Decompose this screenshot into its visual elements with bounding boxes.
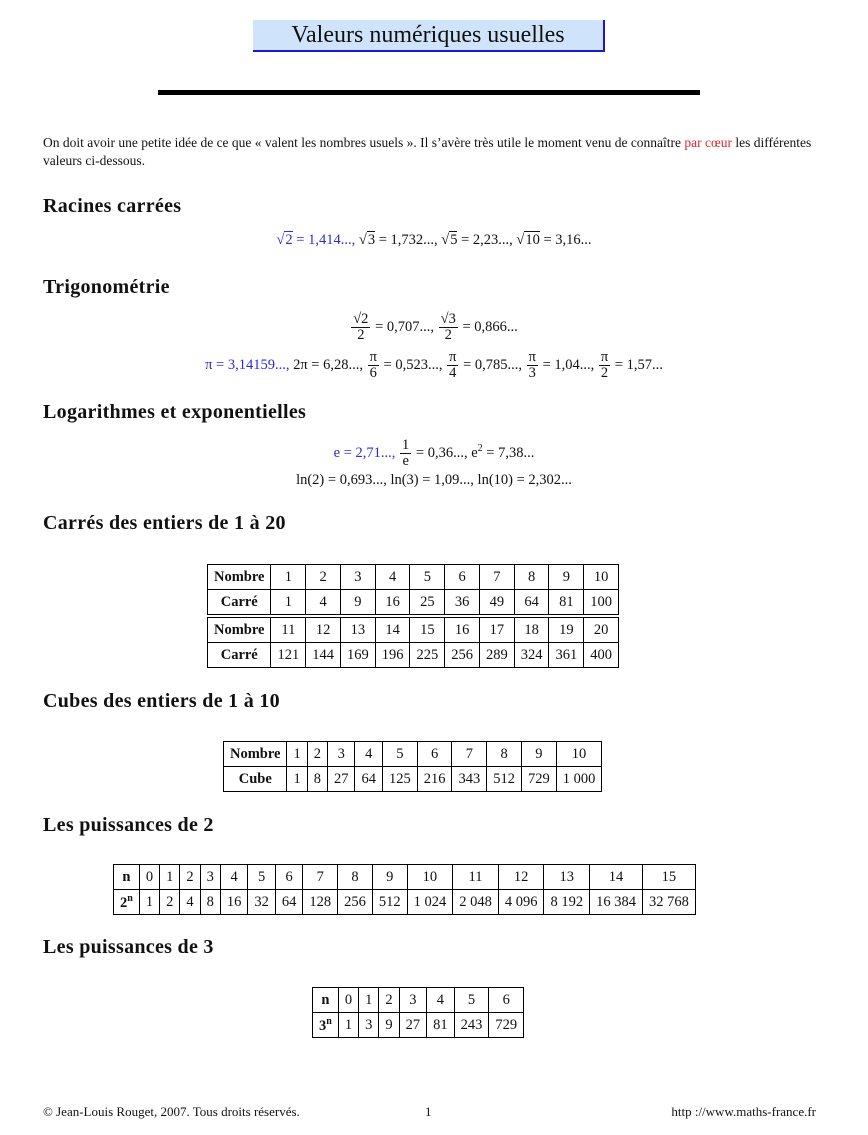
numerator: π: [449, 349, 457, 365]
fraction: [439, 312, 458, 343]
table-row-n: [313, 988, 524, 1013]
page-title: Valeurs numériques usuelles: [253, 20, 605, 52]
table-cell: 14: [590, 865, 643, 890]
table-cell: 5: [454, 988, 489, 1013]
intro-paragraph: [43, 134, 823, 170]
heading-racines: Racines carrées: [43, 195, 182, 217]
table-cell: 14: [375, 616, 410, 643]
table-cell: 81: [549, 590, 584, 617]
denominator: 2: [357, 327, 365, 343]
table-cell: 225: [410, 643, 445, 668]
table-cell: 64: [514, 590, 549, 617]
table-cell: 16 384: [590, 890, 643, 915]
numerator: π: [369, 349, 377, 365]
table-cell: 2: [307, 742, 327, 767]
table-cell: 8: [307, 767, 327, 792]
table-cell: 13: [544, 865, 590, 890]
footer-page-number: 1: [425, 1104, 432, 1119]
denominator: 4: [449, 365, 457, 381]
fraction: [447, 350, 458, 381]
table-cell: 2: [379, 988, 399, 1013]
math-ln-line: ln(2) = 0,693..., ln(3) = 1,09..., ln(10) = 2,302...: [296, 472, 572, 488]
table-cell: 5: [382, 742, 417, 767]
table-cell: 4 096: [498, 890, 544, 915]
table-cell: 256: [338, 890, 373, 915]
table-cell: 32: [248, 890, 276, 915]
denominator: 2: [444, 327, 452, 343]
heading-log: Logarithmes et exponentielles: [43, 401, 307, 423]
math-trigo-line1: [0, 312, 868, 343]
table-cell: 27: [327, 767, 355, 792]
value: = 0,707...,: [371, 318, 434, 335]
table-cell: 289: [479, 643, 514, 668]
table-cell: 3: [327, 742, 355, 767]
row-label: Cube: [224, 767, 287, 792]
table-cell: 8: [200, 890, 220, 915]
table-cell: 4: [427, 988, 455, 1013]
table-cell: 1: [287, 742, 307, 767]
table-cell: 1: [139, 890, 159, 915]
table-cell: 5: [410, 565, 445, 590]
table-cell: 25: [410, 590, 445, 617]
cubes-table: [223, 741, 602, 792]
e2-base: e: [467, 444, 478, 461]
table-cell: 36: [445, 590, 480, 617]
table-cell: 6: [275, 865, 303, 890]
table-cell: 128: [303, 890, 338, 915]
radicand: 5: [450, 232, 458, 248]
table-cell: 256: [445, 643, 480, 668]
denominator: 6: [369, 365, 377, 381]
table-cell: 27: [399, 1013, 427, 1038]
table-cell: 5: [248, 865, 276, 890]
table-cell: 2 048: [453, 890, 499, 915]
table-cell: 343: [452, 767, 487, 792]
radicand: 2: [285, 232, 293, 248]
sqrt-value: = 2,23...,: [457, 232, 513, 248]
table-cell: 9: [379, 1013, 399, 1038]
table-cell: 729: [489, 1013, 524, 1038]
denominator: 2: [600, 365, 609, 381]
table-cell: 1 000: [556, 767, 602, 792]
e2-exponent: 2: [477, 443, 483, 454]
table-row-n: [114, 865, 696, 890]
table-cell: 3: [359, 1013, 379, 1038]
squares-table: [207, 564, 619, 668]
table-cell: 49: [479, 590, 514, 617]
row-label: 3$^n$: [313, 1013, 339, 1038]
row-label: Nombre: [208, 616, 271, 643]
table-cell: 11: [271, 616, 306, 643]
table-cell: 9: [549, 565, 584, 590]
numerator: π: [528, 349, 536, 365]
table-cell: 361: [549, 643, 584, 668]
table-row-cube: [224, 767, 602, 792]
table-cell: 4: [220, 865, 248, 890]
table-cell: 4: [355, 742, 383, 767]
row-label: Carré: [208, 643, 271, 668]
row-label: Carré: [208, 590, 271, 617]
table-cell: 12: [498, 865, 544, 890]
value: = 1,04...,: [538, 356, 595, 373]
heading-trigo: Trigonométrie: [43, 276, 170, 298]
table-cell: 7: [452, 742, 487, 767]
table-cell: 1: [287, 767, 307, 792]
sqrt10-item: √10 = 3,16...: [516, 232, 592, 248]
numerator: π: [600, 349, 609, 365]
table-row-power: [313, 1013, 524, 1038]
numerator: √3: [440, 311, 456, 327]
table-cell: 3: [340, 565, 375, 590]
e-value: e = 2,71...,: [333, 444, 396, 461]
value: = 0,523...,: [379, 356, 443, 373]
two-pi-value: 2π = 6,28...,: [289, 356, 363, 373]
table-row-nombre: [208, 616, 619, 643]
footer-copyright: © Jean-Louis Rouget, 2007. Tous droits réservés.: [43, 1104, 300, 1119]
table-cell: 6: [445, 565, 480, 590]
table-cell: 18: [514, 616, 549, 643]
table-cell: 729: [521, 767, 556, 792]
table-cell: 12: [306, 616, 341, 643]
row-label: Nombre: [208, 565, 271, 590]
table-cell: 121: [271, 643, 306, 668]
table-cell: 6: [417, 742, 452, 767]
fraction: [351, 312, 370, 343]
sqrt3-item: √3 = 1,732...,: [358, 232, 438, 248]
table-cell: 15: [410, 616, 445, 643]
table-cell: 0: [338, 988, 358, 1013]
table-cell: 1: [160, 865, 180, 890]
sqrt5-item: √5 = 2,23...,: [441, 232, 513, 248]
value: = 0,36...,: [412, 444, 468, 461]
row-label: Nombre: [224, 742, 287, 767]
table-cell: 4: [306, 590, 341, 617]
table-row-nombre: [208, 565, 619, 590]
table-cell: 2: [180, 865, 200, 890]
table-cell: 3: [200, 865, 220, 890]
table-row-carre: [208, 590, 619, 617]
footer-url: http ://www.maths-france.fr: [671, 1104, 816, 1119]
table-cell: 1: [271, 565, 306, 590]
table-cell: 512: [487, 767, 522, 792]
table-cell: 216: [417, 767, 452, 792]
table-cell: 10: [584, 565, 619, 590]
value: = 0,785...,: [459, 356, 522, 373]
table-cell: 169: [340, 643, 375, 668]
table-cell: 20: [584, 616, 619, 643]
row-label: n: [114, 865, 140, 890]
table-cell: 512: [372, 890, 407, 915]
denominator: e: [402, 453, 409, 469]
table-cell: 1 024: [407, 890, 453, 915]
table-cell: 8: [514, 565, 549, 590]
numerator: √2: [353, 311, 369, 327]
table-cell: 0: [139, 865, 159, 890]
fraction: [599, 350, 610, 381]
sqrt-value: = 3,16...: [539, 232, 592, 248]
table-cell: 16: [445, 616, 480, 643]
table-cell: 9: [521, 742, 556, 767]
table-cell: 196: [375, 643, 410, 668]
table-row-power: [114, 890, 696, 915]
math-exp-line: [0, 438, 868, 469]
table-cell: 2: [306, 565, 341, 590]
table-row-carre: [208, 643, 619, 668]
sqrt-value: = 1,732...,: [375, 232, 438, 248]
table-cell: 4: [180, 890, 200, 915]
table-cell: 100: [584, 590, 619, 617]
fraction: [400, 438, 411, 469]
table-cell: 6: [489, 988, 524, 1013]
intro-text-after: les différentes valeurs ci-dessous.: [43, 135, 812, 168]
table-cell: 7: [479, 565, 514, 590]
table-cell: 10: [407, 865, 453, 890]
table-cell: 9: [372, 865, 407, 890]
table-cell: 10: [556, 742, 602, 767]
table-cell: 16: [220, 890, 248, 915]
table-cell: 11: [453, 865, 499, 890]
sqrt-value: = 1,414...,: [292, 232, 356, 248]
radicand: 3: [367, 232, 376, 248]
table-cell: 13: [340, 616, 375, 643]
table-cell: 324: [514, 643, 549, 668]
table-row-nombre: [224, 742, 602, 767]
table-cell: 8: [487, 742, 522, 767]
radicand: 10: [525, 232, 540, 248]
table-cell: 400: [584, 643, 619, 668]
table-cell: 32 768: [642, 890, 695, 915]
fraction: [368, 350, 379, 381]
table-cell: 9: [340, 590, 375, 617]
table-cell: 1: [359, 988, 379, 1013]
table-cell: 2: [160, 890, 180, 915]
table-cell: 64: [275, 890, 303, 915]
row-label: n: [313, 988, 339, 1013]
table-cell: 243: [454, 1013, 489, 1038]
fraction: [527, 350, 538, 381]
sqrt2-item: √2 = 1,414...,: [276, 232, 356, 248]
table-cell: 19: [549, 616, 584, 643]
heading-pow2: Les puissances de 2: [43, 814, 214, 836]
powers-of-2-table: [113, 864, 696, 915]
title-underline-rule: [158, 90, 700, 95]
table-cell: 1: [271, 590, 306, 617]
table-cell: 144: [306, 643, 341, 668]
table-cell: 15: [642, 865, 695, 890]
heading-pow3: Les puissances de 3: [43, 936, 214, 958]
table-cell: 16: [375, 590, 410, 617]
math-trigo-line2: [0, 350, 868, 381]
math-racines: [0, 232, 868, 249]
heading-cubes: Cubes des entiers de 1 à 10: [43, 690, 280, 712]
e2-value: = 7,38...: [482, 444, 535, 461]
table-cell: 8 192: [544, 890, 590, 915]
intro-highlight: par cœur: [684, 135, 733, 150]
numerator: 1: [402, 437, 410, 453]
table-cell: 1: [338, 1013, 358, 1038]
table-cell: 7: [303, 865, 338, 890]
table-cell: 4: [375, 565, 410, 590]
table-cell: 8: [338, 865, 373, 890]
intro-text-before: On doit avoir une petite idée de ce que « valent les nombres usuels ». Il s’avère très utile le moment venu de connaître: [43, 135, 685, 150]
denominator: 3: [528, 365, 536, 381]
table-cell: 125: [382, 767, 417, 792]
table-cell: 64: [355, 767, 383, 792]
value: = 0,866...: [458, 318, 518, 335]
pi-value: π = 3,14159...,: [205, 356, 290, 373]
powers-of-3-table: [312, 987, 524, 1038]
table-cell: 17: [479, 616, 514, 643]
table-cell: 3: [399, 988, 427, 1013]
heading-carres: Carrés des entiers de 1 à 20: [43, 512, 286, 534]
table-cell: 81: [427, 1013, 455, 1038]
value: = 1,57...: [611, 356, 663, 373]
row-label: 2$^n$: [114, 890, 140, 915]
